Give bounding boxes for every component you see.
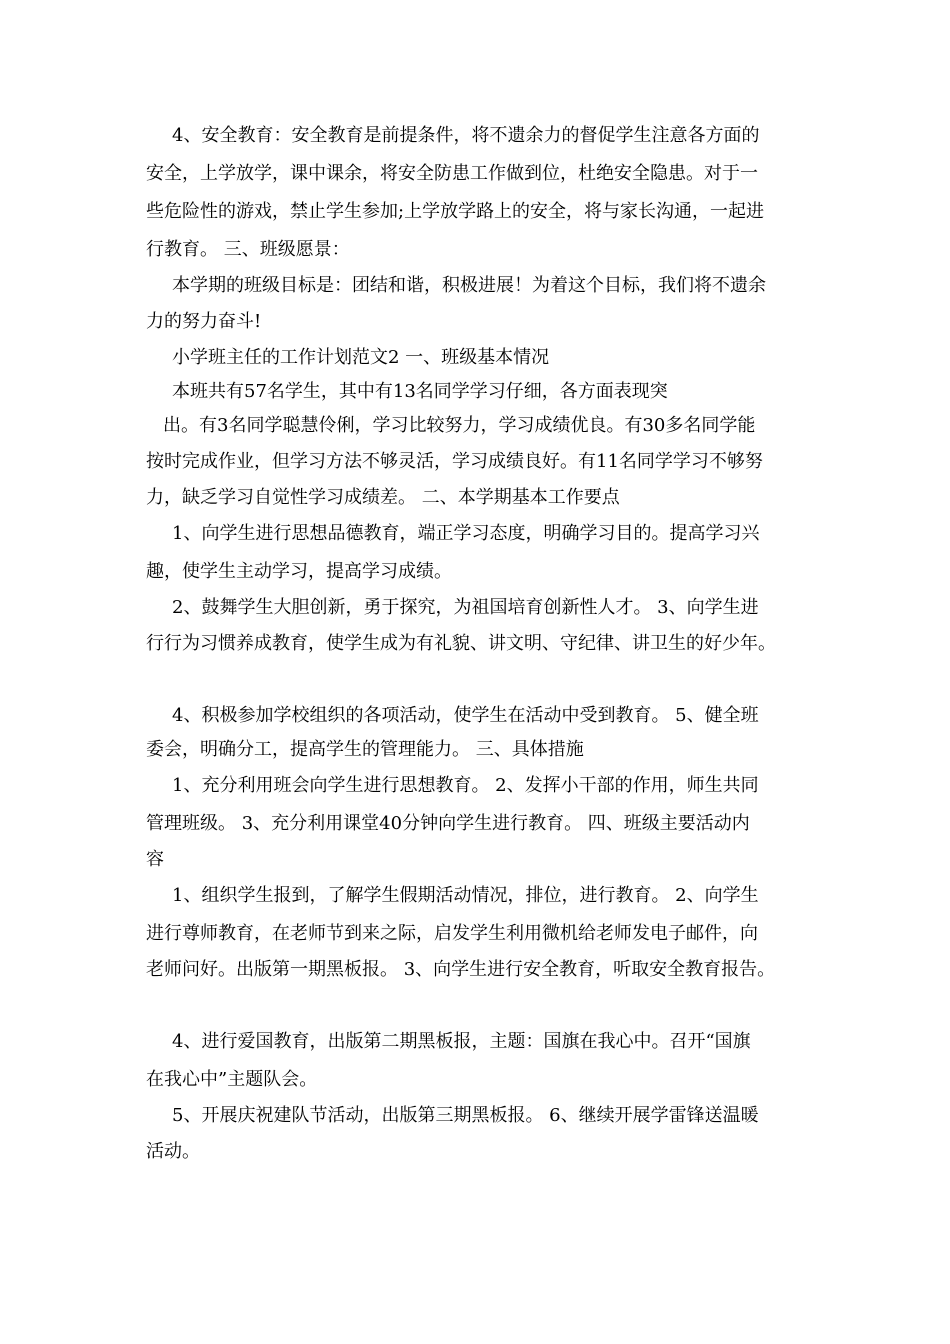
text-line: 4、积极参加学校组织的各项活动，使学生在活动中受到教育。 5、健全班 — [172, 705, 759, 726]
text-line: 管理班级。 3、充分利用课堂40分钟向学生进行教育。 四、班级主要活动内 — [146, 813, 750, 834]
text-line: 1、充分利用班会向学生进行思想教育。 2、发挥小干部的作用，师生共同 — [172, 775, 759, 796]
text-line: 活动。 — [146, 1141, 200, 1162]
text-line: 行行为习惯养成教育，使学生成为有礼貌、讲文明、守纪律、讲卫生的好少年。 — [146, 633, 776, 654]
text-line: 1、组织学生报到，了解学生假期活动情况，排位，进行教育。 2、向学生 — [172, 885, 759, 906]
text-line: 安全，上学放学，课中课余，将安全防患工作做到位，杜绝安全隐患。对于一 — [146, 163, 758, 184]
text-line: 4、进行爱国教育，出版第二期黑板报，主题：国旗在我心中。召开“国旗 — [172, 1031, 751, 1052]
text-line: 2、鼓舞学生大胆创新，勇于探究，为祖国培育创新性人才。 3、向学生进 — [172, 597, 759, 618]
text-line: 在我心中”主题队会。 — [146, 1069, 318, 1090]
text-line: 本学期的班级目标是：团结和谐，积极进展！为着这个目标，我们将不遗余 — [172, 275, 766, 296]
text-line: 按时完成作业，但学习方法不够灵活，学习成绩良好。有11名同学学习不够努 — [146, 451, 763, 472]
text-line: 趣，使学生主动学习，提高学习成绩。 — [146, 561, 452, 582]
text-line: 些危险性的游戏，禁止学生参加;上学放学路上的安全，将与家长沟通，一起进 — [146, 201, 765, 222]
text-line: 进行尊师教育，在老师节到来之际，启发学生利用微机给老师发电子邮件，向 — [146, 923, 758, 944]
section-heading: 小学班主任的工作计划范文2 一、班级基本情况 — [172, 347, 550, 368]
text-line: 5、开展庆祝建队节活动，出版第三期黑板报。 6、继续开展学雷锋送温暖 — [172, 1105, 759, 1126]
text-line: 容 — [146, 849, 164, 870]
text-line: 委会，明确分工，提高学生的管理能力。 三、具体措施 — [146, 739, 584, 760]
text-line: 力，缺乏学习自觉性学习成绩差。 二、本学期基本工作要点 — [146, 487, 620, 508]
text-line: 老师问好。出版第一期黑板报。 3、向学生进行安全教育，听取安全教育报告。 — [146, 959, 776, 980]
text-line: 行教育。 三、班级愿景： — [146, 239, 350, 260]
text-line: 本班共有57名学生，其中有13名同学学习仔细，各方面表现突 — [172, 381, 668, 402]
text-line: 力的努力奋斗! — [146, 311, 262, 332]
text-line: 出。有3名同学聪慧伶俐，学习比较努力，学习成绩优良。有30多名同学能 — [163, 415, 756, 436]
text-line: 1、向学生进行思想品德教育，端正学习态度，明确学习目的。提高学习兴 — [172, 523, 760, 544]
text-line: 4、安全教育：安全教育是前提条件，将不遗余力的督促学生注意各方面的 — [172, 125, 760, 146]
